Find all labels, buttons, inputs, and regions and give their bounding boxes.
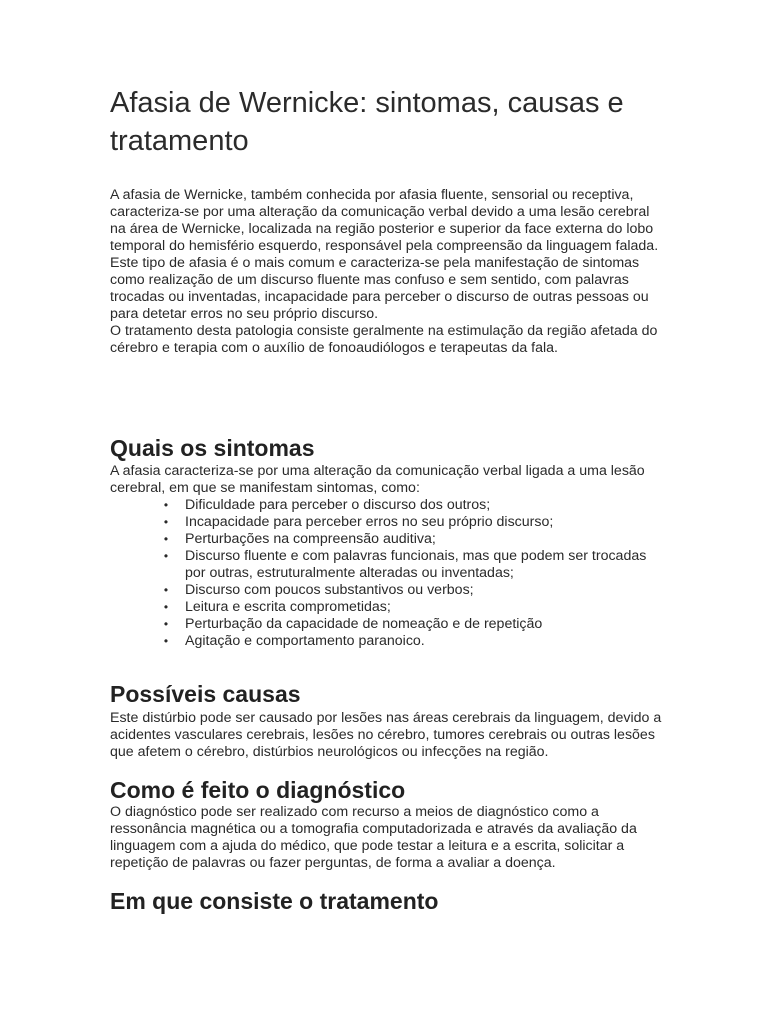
intro-paragraph-3: O tratamento desta patologia consiste geralmente na estimulação da região afetada do cérebro e terapia com o auxílio de fonoaudiólogos e terapeutas da fala.: [110, 323, 658, 356]
bullet-icon: •: [163, 634, 169, 648]
symptoms-heading: Quais os sintomas: [110, 435, 315, 461]
list-item-text: Discurso com poucos substantivos ou verbos;: [185, 582, 474, 598]
bullet-icon: •: [163, 515, 169, 529]
list-item-text: Perturbação da capacidade de nomeação e de repetição: [185, 616, 543, 632]
diagnosis-text: O diagnóstico pode ser realizado com recurso a meios de diagnóstico como a ressonância magnética ou a tomografia computadorizada e através da avaliação da linguagem com a ajuda do médico, que pode testar a leitura e a escrita, solicitar a repetição de palavras ou fazer perguntas, de forma a avaliar a doença.: [110, 804, 637, 871]
diagnosis-heading: Como é feito o diagnóstico: [110, 777, 406, 803]
list-item-text: Incapacidade para perceber erros no seu próprio discurso;: [185, 514, 554, 530]
diagnosis-section: [110, 804, 665, 872]
causes-section: [110, 710, 665, 761]
treatment-heading: Em que consiste o tratamento: [110, 888, 439, 914]
list-item-text: Perturbações na compreensão auditiva;: [185, 531, 436, 547]
list-item: [163, 497, 665, 514]
list-item-text: Discurso fluente e com palavras funcionais, mas que podem ser trocadas por outras, estruturalmente alteradas ou inventadas;: [185, 548, 647, 581]
list-item: [163, 548, 665, 582]
causes-text: Este distúrbio pode ser causado por lesões nas áreas cerebrais da linguagem, devido a acidentes vasculares cerebrais, lesões no cérebro, tumores cerebrais ou outras lesões que afetem o cérebro, distúrbios neurológicos ou infecções na região.: [110, 710, 662, 760]
list-item: [163, 531, 665, 548]
bullet-icon: •: [163, 617, 169, 631]
list-item: [163, 633, 665, 650]
intro-section: [110, 187, 665, 357]
bullet-icon: •: [163, 532, 169, 546]
bullet-icon: •: [163, 549, 169, 563]
list-item-text: Dificuldade para perceber o discurso dos outros;: [185, 497, 491, 513]
intro-paragraph-2: Este tipo de afasia é o mais comum e caracteriza-se pela manifestação de sintomas como realização de um discurso fluente mas confuso e sem sentido, com palavras trocadas ou inventadas, incapacidade para perceber o discurso de outras pessoas ou para detetar erros no seu próprio discurso.: [110, 255, 649, 322]
symptoms-lead-text: A afasia caracteriza-se por uma alteração da comunicação verbal ligada a uma lesão cerebral, em que se manifestam sintomas, como:: [110, 463, 645, 496]
bullet-icon: •: [163, 583, 169, 597]
bullet-icon: •: [163, 600, 169, 614]
intro-paragraph-1: A afasia de Wernicke, também conhecida por afasia fluente, sensorial ou receptiva, caracteriza-se por uma alteração da comunicação verbal devido a uma lesão cerebral na área de Wernicke, localizada na região posterior e superior da face externa do lobo temporal do hemisfério esquerdo, responsável pela compreensão da linguagem falada.: [110, 187, 659, 254]
symptoms-list: [110, 497, 665, 650]
list-item: [163, 616, 665, 633]
list-item-text: Agitação e comportamento paranoico.: [185, 633, 425, 649]
causes-heading: Possíveis causas: [110, 681, 301, 707]
bullet-icon: •: [163, 498, 169, 512]
symptoms-lead: [110, 463, 665, 497]
list-item-text: Leitura e escrita comprometidas;: [185, 599, 391, 615]
list-item: [163, 599, 665, 616]
list-item: [163, 514, 665, 531]
page-title: Afasia de Wernicke: sintomas, causas e tratamento: [110, 87, 624, 157]
list-item: [163, 582, 665, 599]
